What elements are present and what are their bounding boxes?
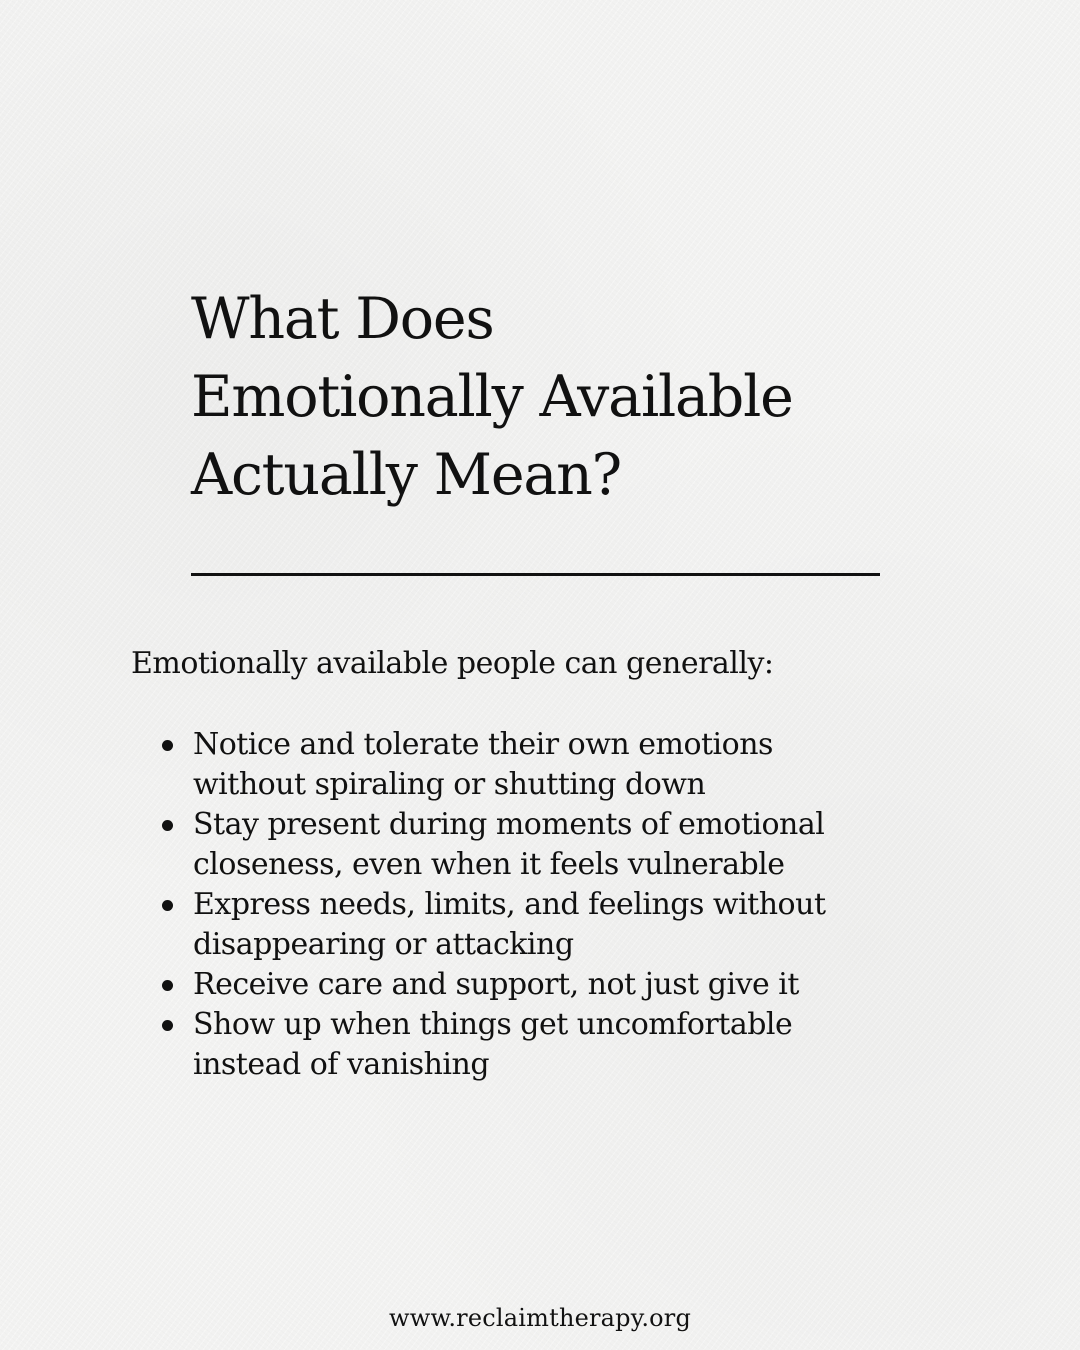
list-item-line: Show up when things get uncomfortable [193,1007,793,1042]
bullet-icon [162,820,173,831]
page-title [191,280,951,514]
list-item-line: disappearing or attacking [193,927,574,962]
divider [191,573,880,576]
website-link: www.reclaimtherapy.org [388,1304,692,1332]
list-item [160,725,920,805]
bullet-icon [162,1020,173,1031]
bullet-list [160,725,920,1085]
list-item-line: closeness, even when it feels vulnerable [193,847,785,882]
list-item [160,1005,920,1085]
list-item [160,885,920,965]
list-item-line: without spiraling or shutting down [193,767,706,802]
bullet-icon [162,900,173,911]
list-item-line: Receive care and support, not just give it [193,967,799,1002]
list-item-line: instead of vanishing [193,1047,490,1082]
list-item-line: Express needs, limits, and feelings without [193,887,826,922]
title-line: What Does [191,286,494,352]
list-item-line: Stay present during moments of emotional [193,807,825,842]
list-item [160,965,920,1005]
list-item-line: Notice and tolerate their own emotions [193,727,773,762]
list-item [160,805,920,885]
intro-text: Emotionally available people can generally: [131,646,774,681]
title-line: Emotionally Available [191,364,793,430]
bullet-icon [162,740,173,751]
bullet-icon [162,980,173,991]
title-line: Actually Mean? [191,442,622,508]
